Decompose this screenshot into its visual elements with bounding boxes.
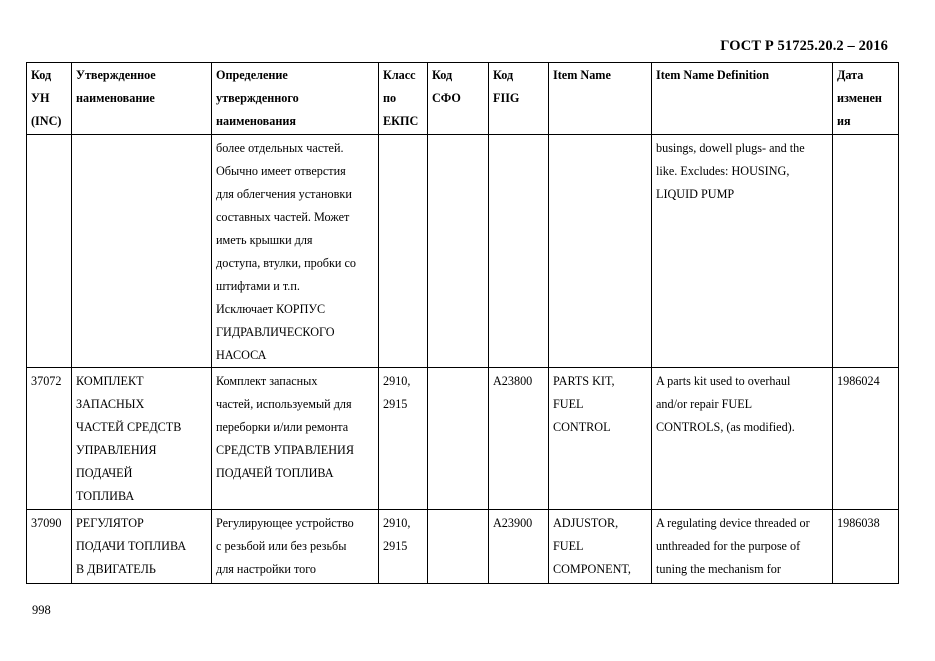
cell-class: 2910, 2915: [379, 510, 428, 584]
header-item-name-definition: Item Name Definition: [652, 63, 833, 135]
cell-item-name: ADJUSTOR, FUEL COMPONENT,: [549, 510, 652, 584]
header-change-date: Дата изменен ия: [833, 63, 899, 135]
cell-code: 37090: [27, 510, 72, 584]
table-header-row: [27, 63, 899, 135]
cell-code: 37072: [27, 368, 72, 510]
cell-sfo: [428, 135, 489, 368]
cell-class: [379, 135, 428, 368]
document-standard-header: ГОСТ Р 51725.20.2 – 2016: [720, 38, 888, 54]
cell-sfo: [428, 510, 489, 584]
header-code-fiig: Код FIIG: [489, 63, 549, 135]
cell-definition: Регулирующее устройство с резьбой или без резьбы для настройки того: [212, 510, 379, 584]
cell-fiig: A23900: [489, 510, 549, 584]
cell-item-definition: busings, dowell plugs- and the like. Excludes: HOUSING, LIQUID PUMP: [652, 135, 833, 368]
catalog-table: [26, 62, 899, 584]
cell-sfo: [428, 368, 489, 510]
cell-date: 1986024: [833, 368, 899, 510]
cell-definition: Комплект запасных частей, используемый для переборки и/или ремонта СРЕДСТВ УПРАВЛЕНИЯ ПОДАЧЕЙ ТОПЛИВА: [212, 368, 379, 510]
header-class-ekps: Класс по ЕКПС: [379, 63, 428, 135]
cell-item-definition: A regulating device threaded or unthreaded for the purpose of tuning the mechanism for: [652, 510, 833, 584]
cell-name: [72, 135, 212, 368]
cell-item-name: [549, 135, 652, 368]
cell-class: 2910, 2915: [379, 368, 428, 510]
cell-name: КОМПЛЕКТ ЗАПАСНЫХ ЧАСТЕЙ СРЕДСТВ УПРАВЛЕНИЯ ПОДАЧЕЙ ТОПЛИВА: [72, 368, 212, 510]
cell-code: [27, 135, 72, 368]
header-code-sfo: Код СФО: [428, 63, 489, 135]
header-approved-name: Утвержденное наименование: [72, 63, 212, 135]
header-item-name: Item Name: [549, 63, 652, 135]
header-approved-name-definition: Определение утвержденного наименования: [212, 63, 379, 135]
header-code-inc: Код УН (INC): [27, 63, 72, 135]
table-row: [27, 510, 899, 584]
cell-item-name: PARTS KIT, FUEL CONTROL: [549, 368, 652, 510]
cell-date: [833, 135, 899, 368]
page-number: 998: [32, 603, 51, 617]
cell-name: РЕГУЛЯТОР ПОДАЧИ ТОПЛИВА В ДВИГАТЕЛЬ: [72, 510, 212, 584]
table-row: [27, 368, 899, 510]
cell-fiig: A23800: [489, 368, 549, 510]
cell-fiig: [489, 135, 549, 368]
cell-definition: более отдельных частей. Обычно имеет отверстия для облегчения установки составных частей. Может иметь крышки для доступа, втулки, пробки со штифтами и т.п. Исключает КОРПУС ГИДРАВЛИЧЕСКОГО НАСОСА: [212, 135, 379, 368]
cell-date: 1986038: [833, 510, 899, 584]
cell-item-definition: A parts kit used to overhaul and/or repair FUEL CONTROLS, (as modified).: [652, 368, 833, 510]
table-row: [27, 135, 899, 368]
